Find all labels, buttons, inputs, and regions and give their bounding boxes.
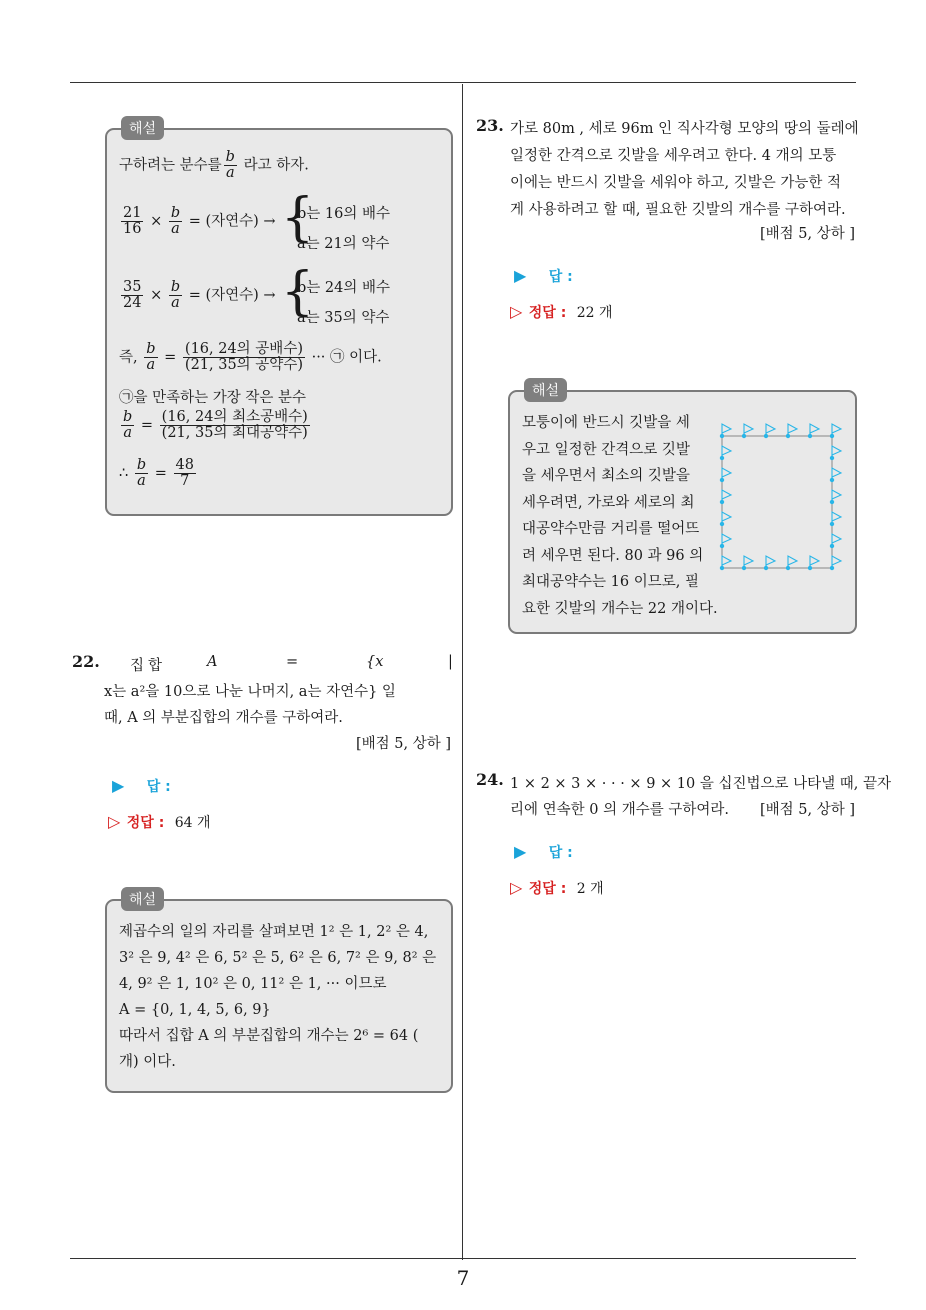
flag-icon: [832, 534, 841, 546]
explanation-box-21: [105, 121, 453, 516]
q24-correct-row: [510, 878, 604, 898]
explanation-tag: 해설: [524, 378, 567, 402]
column-divider: [462, 84, 463, 1260]
exp1-line1: 구하려는 분수를 $\frac{b}{a}$ 라고 하자.: [119, 149, 309, 182]
question-number: 22.: [72, 652, 100, 671]
flag-icon: [766, 556, 775, 568]
flag-icon: [722, 512, 731, 524]
hollow-triangle-icon: ▷: [510, 878, 523, 897]
flag-icon: [832, 556, 841, 568]
q22-correct-row: [108, 812, 211, 832]
exp1-eq2: $\frac{35}{24}$ × $\frac{b}{a}$ = (자연수) →: [123, 279, 276, 312]
flag-icon: [722, 468, 731, 480]
flag-icon: [810, 556, 819, 568]
flag-icon: [722, 446, 731, 458]
answer-label: 답 :: [548, 269, 573, 285]
brace-1: {: [281, 188, 315, 248]
hollow-triangle-icon: ▷: [108, 812, 121, 831]
play-icon: ▶: [112, 776, 125, 795]
question-number: 24.: [476, 770, 504, 789]
exp1-line6: $\frac{b}{a}$ = $\frac{\text{(16, 24의 최소공배수)}}{\text{(21, 35의 최대공약수)}}$: [123, 409, 308, 442]
land-rectangle: [722, 436, 832, 568]
exp1-line4: 즉, $\frac{b}{a}$ = $\frac{\text{(16, 24의 공배수)}}{\text{(21, 35의 공약수)}}$ ··· ㉠ 이다.: [119, 341, 382, 374]
flag-icon: [788, 556, 797, 568]
q24-line2: 리에 연속한 0 의 개수를 구하여라.: [510, 802, 729, 818]
brace-2: {: [281, 262, 315, 322]
correct-label: 정답 :: [528, 305, 567, 321]
explanation-tag: 해설: [121, 887, 164, 911]
flag-icon: [722, 424, 731, 436]
q22-line1e: |: [448, 654, 453, 670]
correct-label: 정답 :: [126, 815, 165, 831]
flag-perimeter-diagram: [716, 414, 846, 574]
exp1-cond2b: a는 35의 약수: [297, 310, 390, 326]
flag-icon: [810, 424, 819, 436]
flag-icon: [832, 468, 841, 480]
exp1-eq1: $\frac{21}{16}$ × $\frac{b}{a}$ = (자연수) →: [123, 205, 276, 238]
play-icon: ▶: [514, 842, 527, 861]
q22-score: [배점 5, 상하 ]: [356, 736, 452, 752]
explanation-box-23: [508, 383, 857, 634]
q23-text: 가로 80m , 세로 96m 인 직사각형 모양의 땅의 둘레에 일정한 간격으로 깃발을 세우려고 한다. 4 개의 모퉁 이에는 반드시 깃발을 세워야 하고, 깃발은 가능한 적 게 사용하려고 할 때, 필요한 깃발의 개수를 구하여라.: [510, 121, 859, 218]
explanation-box-22: [105, 892, 453, 1093]
hollow-triangle-icon: ▷: [510, 302, 523, 321]
question-number: 23.: [476, 116, 504, 135]
exp1-line7: ∴ $\frac{b}{a}$ = $\frac{48}{7}$: [119, 457, 194, 490]
answer-label: 답 :: [146, 779, 171, 795]
flag-icon: [722, 556, 731, 568]
play-icon: ▶: [514, 266, 527, 285]
q22-line3: 때, A 의 부분집합의 개수를 구하여라.: [104, 710, 343, 726]
bottom-rule: [70, 1258, 856, 1259]
q22-line1a: 집합: [130, 658, 167, 674]
flag-icon: [744, 556, 753, 568]
q24-line1: 1 × 2 × 3 × · · · × 9 × 10 을 십진법으로 나타낼 때, 끝자: [510, 776, 891, 792]
correct-answer: 2 개: [576, 881, 604, 897]
flag-icon: [744, 424, 753, 436]
q23-correct-row: [510, 302, 613, 322]
exp1-cond2a: b는 24의 배수: [297, 280, 390, 296]
exp2-text: 제곱수의 일의 자리를 살펴보면 1² 은 1, 2² 은 4, 3² 은 9, 4² 은 6, 5² 은 5, 6² 은 6, 7² 은 9, 8² 은 4, 9² 은 1, 10² 은 0, 11² 은 1, ··· 이므로 A = {0, 1, 4, 5, 6, 9} 따라서 집합 A 의 부분집합의 개수는 2⁶ = 64 ( 개) 이다.: [119, 924, 437, 1070]
flag-icon: [722, 534, 731, 546]
explanation-tag: 해설: [121, 116, 164, 140]
q22-line1d: {x: [366, 654, 384, 670]
exp1-cond1a: b는 16의 배수: [297, 206, 390, 222]
flag-icon: [788, 424, 797, 436]
top-rule: [70, 82, 856, 83]
flag-icon: [832, 512, 841, 524]
q24-score: [배점 5, 상하 ]: [760, 802, 856, 818]
q22-line1c: =: [286, 654, 299, 670]
exp1-cond1b: a는 21의 약수: [297, 236, 390, 252]
correct-label: 정답 :: [528, 881, 567, 897]
q24-answer-row: [514, 842, 573, 862]
exp1-line5: ㉠을 만족하는 가장 작은 분수: [119, 390, 307, 406]
flag-icon: [832, 424, 841, 436]
q22-line1b: A: [207, 654, 218, 670]
page-number: 7: [456, 1266, 470, 1290]
q22-line2: x는 a²을 10으로 나눈 나머지, a는 자연수} 일: [104, 684, 396, 700]
flag-icon: [832, 490, 841, 502]
q22-answer-row: [112, 776, 171, 796]
answer-label: 답 :: [548, 845, 573, 861]
flag-icon: [766, 424, 775, 436]
correct-answer: 22 개: [576, 305, 613, 321]
exp3-text: 모퉁이에 반드시 깃발을 세 우고 일정한 간격으로 깃발 을 세우면서 최소의 깃발을 세우려면, 가로와 세로의 최 대공약수만큼 거리를 떨어뜨 려 세우면 된다. 80 과 96 의 최대공약수는 16 이므로, 필 요한 깃발의 개수는 22 개이다.: [522, 415, 718, 617]
q23-answer-row: [514, 266, 573, 286]
flag-icon: [722, 490, 731, 502]
correct-answer: 64 개: [174, 815, 211, 831]
q23-score: [배점 5, 상하 ]: [760, 226, 856, 242]
flag-icon: [832, 446, 841, 458]
